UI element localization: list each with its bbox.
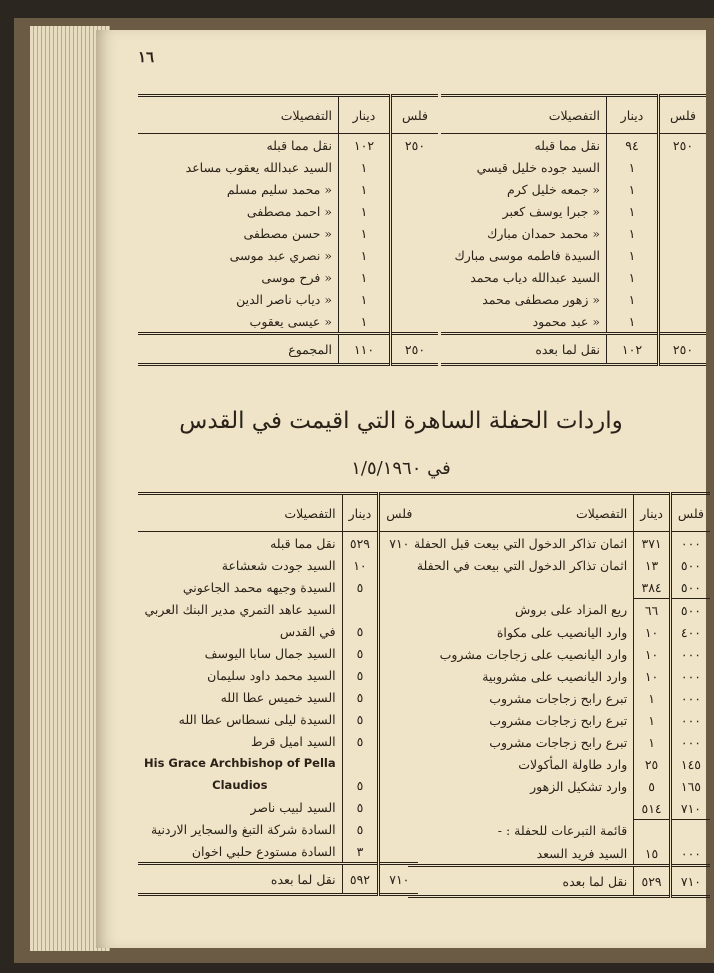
ledger-row <box>408 820 710 843</box>
ledger-row <box>138 156 438 178</box>
fils-cell <box>659 310 707 334</box>
fils-cell <box>659 288 707 310</box>
page-number: ١٦ <box>138 48 155 66</box>
details-cell: Claudios <box>138 774 342 796</box>
dinar-cell: ١٠ <box>634 621 671 643</box>
dinar-cell: ٥ <box>342 686 379 708</box>
dinar-cell: ١ <box>339 200 391 222</box>
dinar-cell: ١٣ <box>634 554 671 576</box>
details-cell: السيد فريد السعد <box>408 842 634 866</box>
details-cell: السيدة ليلى نسطاس عطا الله <box>138 708 342 730</box>
fils-cell: ١٦٥ <box>680 778 702 794</box>
ledger-row <box>408 842 710 866</box>
details-cell: قائمة التبرعات للحفلة : - <box>408 820 634 843</box>
fils-cell <box>659 178 707 200</box>
dinar-cell: ١ <box>339 156 391 178</box>
dinar-cell: ٥ <box>342 796 379 818</box>
fils-cell <box>379 620 419 642</box>
dinar-cell: ١ <box>607 200 659 222</box>
fils-cell <box>379 730 419 752</box>
ledger-row <box>138 730 418 752</box>
dinar-cell: ١ <box>634 731 671 753</box>
ledger-row <box>441 156 706 178</box>
fils-cell: ٠٠٠ <box>680 535 702 551</box>
details-header: التفصيلات <box>408 494 634 532</box>
fils-cell: ١٤٥ <box>680 756 702 772</box>
fils-cell <box>391 288 439 310</box>
total-label: نقل لما بعده <box>441 334 607 365</box>
fils-cell: ٠٠٠ <box>680 712 702 728</box>
fils-cell <box>379 554 419 576</box>
dinar-cell: ١ <box>607 244 659 266</box>
details-header: التفصيلات <box>138 96 339 134</box>
ledger-row <box>441 288 706 310</box>
ledger-row <box>408 709 710 731</box>
fils-cell <box>670 820 710 843</box>
ledger-row <box>138 134 438 157</box>
fils-cell <box>379 686 419 708</box>
ledger-row <box>408 731 710 753</box>
ledger-row <box>441 222 706 244</box>
details-cell: السيد جمال سابا اليوسف <box>138 642 342 664</box>
details-cell: السيد لبيب ناصر <box>138 796 342 818</box>
dinar-cell: ٣ <box>342 840 379 864</box>
ledger-row <box>138 532 418 555</box>
ledger-row <box>138 244 438 266</box>
details-cell: « جمعه خليل كرم <box>441 178 607 200</box>
dinar-cell: ٣٨٤ <box>634 576 671 599</box>
dinar-cell: ٥ <box>342 730 379 752</box>
fils-cell <box>379 796 419 818</box>
fils-cell: ٧١٠ <box>670 797 710 820</box>
dinar-cell: ١ <box>607 266 659 288</box>
fils-cell: ٥٠٠ <box>680 557 702 573</box>
ledger-row <box>138 774 418 796</box>
dinar-cell: ٥ <box>342 708 379 730</box>
dinar-cell: ٥ <box>342 774 379 796</box>
bottom-right-table <box>408 492 710 898</box>
details-header: التفصيلات <box>441 96 607 134</box>
ledger-row <box>408 576 710 599</box>
ledger-row <box>441 266 706 288</box>
details-cell: اثمان تذاكر الدخول التي بيعت في الحفلة <box>408 554 634 576</box>
details-cell: « نصري عبد موسى <box>138 244 339 266</box>
ledger-row <box>408 775 710 797</box>
dinar-cell: ٥ <box>342 620 379 642</box>
dinar-cell: ٥ <box>342 576 379 598</box>
details-cell: وارد تشكيل الزهور <box>408 775 634 797</box>
total-dinar: ١١٠ <box>339 334 391 365</box>
fils-cell <box>659 266 707 288</box>
dinar-cell: ٢٥ <box>634 753 671 775</box>
ledger-row <box>138 288 438 310</box>
fils-cell <box>379 818 419 840</box>
fils-header: فلس <box>659 96 707 134</box>
dinar-cell: ٥٢٩ <box>342 532 379 555</box>
dinar-cell: ٩٤ <box>607 134 659 157</box>
dinar-cell: ١ <box>634 687 671 709</box>
ledger-row <box>441 244 706 266</box>
details-cell: « عبد محمود <box>441 310 607 334</box>
ledger-row <box>441 200 706 222</box>
dinar-cell: ٦٦ <box>634 599 671 622</box>
dinar-cell: ١ <box>339 222 391 244</box>
ledger-row <box>138 576 418 598</box>
total-fils: ٧١٠ <box>680 873 702 889</box>
details-cell: « فرح موسى <box>138 266 339 288</box>
details-cell <box>408 797 634 820</box>
dinar-cell: ١ <box>607 178 659 200</box>
dinar-header: دينار <box>342 494 379 532</box>
details-cell: نقل مما قبله <box>138 134 339 157</box>
ledger-row <box>138 796 418 818</box>
details-cell: « زهور مصطفى محمد <box>441 288 607 310</box>
ledger-row <box>441 310 706 334</box>
fils-cell <box>391 156 439 178</box>
fils-cell: ٠٠٠ <box>680 646 702 662</box>
dinar-cell: ١٠ <box>342 554 379 576</box>
dinar-cell: ٥١٤ <box>634 797 671 820</box>
dinar-header: دينار <box>607 96 659 134</box>
dinar-cell: ١٠ <box>634 643 671 665</box>
fils-cell: ٠٠٠ <box>680 690 702 706</box>
fils-header: فلس <box>379 494 419 532</box>
section-date: في ١/٥/١٩٦٠ <box>351 458 451 479</box>
ledger-row <box>138 686 418 708</box>
ledger-row <box>408 599 710 622</box>
ledger-row <box>441 178 706 200</box>
ledger-row <box>138 818 418 840</box>
details-cell: ريع المزاد على بروش <box>408 599 634 622</box>
details-cell <box>408 576 634 599</box>
dinar-cell: ١ <box>607 222 659 244</box>
ledger-row <box>408 665 710 687</box>
total-dinar: ٥٩٢ <box>342 864 379 895</box>
dinar-cell: ١ <box>607 310 659 334</box>
fils-cell: ٠٠٠ <box>680 734 702 750</box>
details-cell: السيد محمد داود سليمان <box>138 664 342 686</box>
ledger-row <box>138 752 418 774</box>
fils-cell <box>379 774 419 796</box>
dinar-cell: ١ <box>339 266 391 288</box>
details-cell: تبرع رابح زجاجات مشروب <box>408 687 634 709</box>
fils-cell: ٤٠٠ <box>680 624 702 640</box>
details-cell: السادة شركة التبغ والسجاير الاردنية <box>138 818 342 840</box>
dinar-cell: ١٠ <box>634 665 671 687</box>
dinar-cell: ٣٧١ <box>634 532 671 555</box>
details-cell: وارد اليانصيب على زجاجات مشروب <box>408 643 634 665</box>
fils-cell <box>379 708 419 730</box>
dinar-header: دينار <box>634 494 671 532</box>
fils-cell <box>379 576 419 598</box>
total-row <box>408 866 710 897</box>
fils-header: فلس <box>391 96 439 134</box>
fils-cell: ٠٠٠ <box>680 845 702 861</box>
details-cell: السيد عاهد التمري مدير البنك العربي <box>138 598 342 620</box>
ledger-row <box>138 620 418 642</box>
details-cell: السيدة فاطمه موسى مبارك <box>441 244 607 266</box>
ledger-row <box>138 200 438 222</box>
fils-cell: ٥٠٠ <box>670 576 710 599</box>
total-dinar: ١٠٢ <box>607 334 659 365</box>
dinar-cell: ١ <box>339 310 391 334</box>
ledger-row <box>138 310 438 334</box>
fils-cell <box>391 266 439 288</box>
ledger-row <box>138 840 418 864</box>
fils-cell <box>379 840 419 864</box>
fils-cell <box>391 222 439 244</box>
dinar-header: دينار <box>339 96 391 134</box>
details-cell: السيد جوده خليل قيسي <box>441 156 607 178</box>
total-label: المجموع <box>138 334 339 365</box>
details-cell: « احمد مصطفى <box>138 200 339 222</box>
details-cell: السيدة وجيهه محمد الجاعوني <box>138 576 342 598</box>
total-fils: ٧١٠ <box>389 871 410 887</box>
dinar-cell <box>634 820 671 843</box>
details-cell: السيد جودت شعشاعة <box>138 554 342 576</box>
dinar-cell: ٥ <box>342 818 379 840</box>
details-cell: وارد اليانصيب على مكواة <box>408 621 634 643</box>
dinar-cell: ١ <box>607 288 659 310</box>
ledger-row <box>138 554 418 576</box>
details-cell: تبرع رابح زجاجات مشروب <box>408 709 634 731</box>
fils-cell: ٧١٠ <box>389 535 410 551</box>
ledger-row <box>138 222 438 244</box>
fils-cell <box>659 200 707 222</box>
details-cell: وارد اليانصيب على مشروبية <box>408 665 634 687</box>
bottom-left-table <box>138 492 418 896</box>
ledger-row <box>138 664 418 686</box>
ledger-row <box>441 134 706 157</box>
ledger-row <box>408 554 710 576</box>
details-cell: « محمد سليم مسلم <box>138 178 339 200</box>
total-row <box>441 334 706 365</box>
dinar-cell: ١ <box>634 709 671 731</box>
fils-cell <box>391 244 439 266</box>
details-cell: اثمان تذاكر الدخول التي بيعت قبل الحفلة <box>408 532 634 555</box>
fils-cell <box>379 752 419 774</box>
details-cell: تبرع رابح زجاجات مشروب <box>408 731 634 753</box>
details-cell: السيد عبدالله دياب محمد <box>441 266 607 288</box>
dinar-cell: ١٠٢ <box>339 134 391 157</box>
fils-cell <box>391 310 439 334</box>
total-fils: ٢٥٠ <box>404 341 426 357</box>
dinar-cell: ١ <box>339 244 391 266</box>
ledger-row <box>138 178 438 200</box>
dinar-cell: ٥ <box>634 775 671 797</box>
ledger-page <box>96 30 706 948</box>
dinar-cell: ١ <box>607 156 659 178</box>
fils-cell <box>659 156 707 178</box>
ledger-row <box>138 598 418 620</box>
ledger-row <box>138 708 418 730</box>
details-header: التفصيلات <box>138 494 342 532</box>
ledger-row <box>138 642 418 664</box>
ledger-row <box>408 621 710 643</box>
fils-cell: ٢٥٠ <box>672 137 694 153</box>
fils-cell <box>379 598 419 620</box>
total-label: نقل لما بعده <box>138 864 342 895</box>
details-cell: في القدس <box>138 620 342 642</box>
details-cell: « حسن مصطفى <box>138 222 339 244</box>
details-cell: وارد طاولة المأكولات <box>408 753 634 775</box>
total-row <box>138 334 438 365</box>
ledger-row <box>408 532 710 555</box>
details-cell: « جبرا يوسف كعبر <box>441 200 607 222</box>
details-cell: السيد عبدالله يعقوب مساعد <box>138 156 339 178</box>
top-left-table <box>138 94 438 366</box>
fils-cell: ٢٥٠ <box>404 137 426 153</box>
total-row <box>138 864 418 895</box>
fils-cell <box>391 200 439 222</box>
dinar-cell: ٥ <box>342 664 379 686</box>
ledger-row <box>408 687 710 709</box>
dinar-cell: ١ <box>339 288 391 310</box>
dinar-cell: ٥ <box>342 642 379 664</box>
details-cell: نقل مما قبله <box>138 532 342 555</box>
details-cell: نقل مما قبله <box>441 134 607 157</box>
dinar-cell <box>342 598 379 620</box>
total-label: نقل لما بعده <box>408 866 634 897</box>
details-cell: « دياب ناصر الدين <box>138 288 339 310</box>
dinar-cell <box>342 752 379 774</box>
top-right-table <box>441 94 706 366</box>
details-cell: « عيسى يعقوب <box>138 310 339 334</box>
details-cell: السادة مستودع حلبي اخوان <box>138 840 342 864</box>
details-cell: السيد خميس عطا الله <box>138 686 342 708</box>
fils-cell: ٠٠٠ <box>680 668 702 684</box>
total-dinar: ٥٢٩ <box>634 866 671 897</box>
fils-cell <box>659 222 707 244</box>
fils-cell <box>659 244 707 266</box>
details-cell: His Grace Archbishop of Pella <box>138 752 342 774</box>
ledger-row <box>408 643 710 665</box>
ledger-row <box>408 753 710 775</box>
dinar-cell: ١ <box>339 178 391 200</box>
total-fils: ٢٥٠ <box>672 341 694 357</box>
details-cell: السيد اميل قرط <box>138 730 342 752</box>
details-cell: « محمد حمدان مبارك <box>441 222 607 244</box>
fils-cell <box>391 178 439 200</box>
fils-cell <box>379 664 419 686</box>
fils-header: فلس <box>670 494 710 532</box>
fils-cell: ٥٠٠ <box>680 602 702 618</box>
ledger-row <box>408 797 710 820</box>
dinar-cell: ١٥ <box>634 842 671 866</box>
ledger-row <box>138 266 438 288</box>
fils-cell <box>379 642 419 664</box>
section-title: واردات الحفلة الساهرة التي اقيمت في القدس <box>179 408 623 434</box>
